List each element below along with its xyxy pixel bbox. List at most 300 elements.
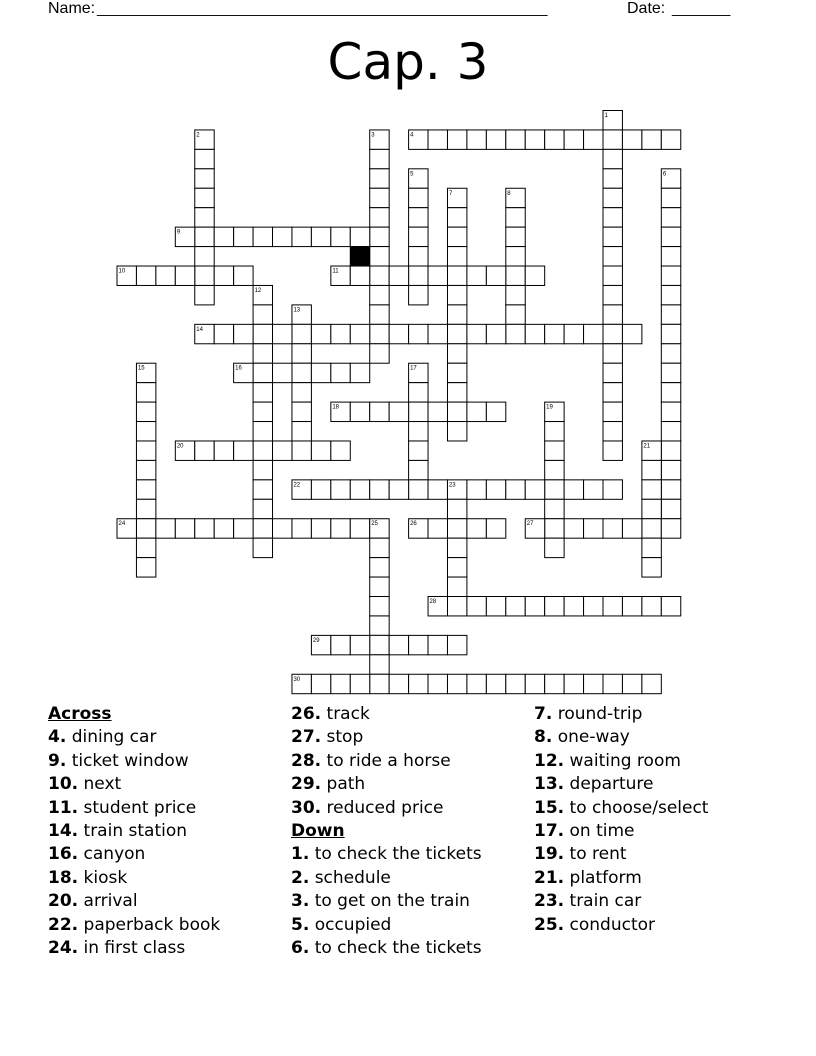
grid-cell[interactable] [661,227,680,246]
grid-cell[interactable] [486,130,505,149]
grid-cell[interactable] [409,422,428,441]
grid-cell[interactable] [331,674,350,693]
grid-cell[interactable] [253,227,272,246]
grid-cell[interactable] [409,674,428,693]
grid-cell[interactable] [642,499,661,518]
grid-cell[interactable] [447,208,466,227]
grid-cell[interactable] [584,130,603,149]
grid-cell[interactable] [447,558,466,577]
grid-cell[interactable] [603,480,622,499]
grid-cell[interactable] [273,441,292,460]
clue-item [48,726,220,749]
clue-number: 9. [48,750,67,771]
grid-cell[interactable] [370,285,389,304]
grid-cell[interactable] [564,480,583,499]
grid-cell[interactable] [447,499,466,518]
clue-item [291,750,482,773]
grid-cell[interactable] [409,480,428,499]
grid-cell[interactable] [486,674,505,693]
grid-cell[interactable] [486,402,505,421]
grid-cell[interactable] [661,130,680,149]
grid-cell[interactable] [467,674,486,693]
grid-cell[interactable] [292,422,311,441]
grid-cell[interactable] [467,324,486,343]
grid-cell[interactable] [661,422,680,441]
grid-cell[interactable] [661,363,680,382]
clue-text: arrival [78,891,138,912]
grid-cell[interactable] [603,422,622,441]
grid-cell[interactable] [350,266,369,285]
grid-cell[interactable] [428,130,447,149]
grid-cell[interactable] [292,344,311,363]
grid-cell[interactable] [622,130,641,149]
grid-cell[interactable] [603,324,622,343]
grid-cell[interactable] [661,441,680,460]
grid-cell[interactable] [506,227,525,246]
grid-cell[interactable] [331,227,350,246]
grid-cell[interactable] [409,266,428,285]
grid-cell[interactable] [389,266,408,285]
grid-cell[interactable] [311,324,330,343]
grid-cell[interactable] [389,674,408,693]
grid-cell[interactable] [603,519,622,538]
grid-cell[interactable] [447,285,466,304]
grid-cell[interactable] [292,324,311,343]
grid-cell[interactable] [370,558,389,577]
clue-number-label: 13 [293,307,301,314]
grid-cell[interactable] [661,519,680,538]
grid-cell[interactable] [428,519,447,538]
grid-cell[interactable] [447,383,466,402]
grid-cell[interactable] [370,635,389,654]
grid-cell[interactable] [486,480,505,499]
clue-number-label: 22 [293,482,301,489]
clue-number-label: 1 [604,113,608,119]
grid-cell[interactable] [370,480,389,499]
grid-cell[interactable] [525,130,544,149]
grid-cell[interactable] [273,227,292,246]
grid-cell[interactable] [409,188,428,207]
grid-cell[interactable] [195,519,214,538]
grid-cell[interactable] [136,460,155,479]
grid-cell[interactable] [642,558,661,577]
grid-cell[interactable] [292,519,311,538]
grid-cell[interactable] [447,130,466,149]
grid-cell[interactable] [234,324,253,343]
grid-cell[interactable] [195,441,214,460]
grid-cell[interactable] [214,519,233,538]
grid-cell[interactable] [603,344,622,363]
grid-cell[interactable] [175,266,194,285]
grid-cell[interactable] [136,499,155,518]
grid-cell[interactable] [311,480,330,499]
grid-cell[interactable] [253,499,272,518]
clue-item [48,843,220,866]
grid-cell[interactable] [447,247,466,266]
grid-cell[interactable] [622,324,641,343]
clue-number: 30. [291,797,322,818]
grid-cell[interactable] [447,538,466,557]
grid-cell[interactable] [467,402,486,421]
grid-cell[interactable] [506,247,525,266]
grid-cell[interactable] [331,635,350,654]
grid-cell[interactable] [603,247,622,266]
grid-cell[interactable] [661,480,680,499]
grid-cell[interactable] [389,324,408,343]
grid-cell[interactable] [661,383,680,402]
grid-cell[interactable] [642,460,661,479]
grid-cell[interactable] [253,324,272,343]
grid-cell[interactable] [545,538,564,557]
grid-cell[interactable] [331,441,350,460]
grid-cell[interactable] [564,597,583,616]
grid-cell[interactable] [545,519,564,538]
grid-cell[interactable] [525,597,544,616]
grid-cell[interactable] [661,305,680,324]
clue-number: 4. [48,727,67,748]
grid-cell[interactable] [603,266,622,285]
grid-cell[interactable] [584,674,603,693]
grid-cell[interactable] [642,519,661,538]
grid-cell[interactable] [506,130,525,149]
grid-cell[interactable] [195,169,214,188]
grid-cell[interactable] [428,266,447,285]
grid-cell[interactable] [370,402,389,421]
grid-cell[interactable] [370,305,389,324]
grid-cell[interactable] [447,402,466,421]
grid-cell[interactable] [195,227,214,246]
clue-text: on time [564,821,635,842]
grid-cell[interactable] [486,597,505,616]
grid-cell[interactable] [253,402,272,421]
grid-cell[interactable] [370,538,389,557]
grid-cell[interactable] [195,247,214,266]
grid-cell[interactable] [486,519,505,538]
grid-cell[interactable] [661,597,680,616]
grid-cell[interactable] [428,480,447,499]
grid-cell[interactable] [273,519,292,538]
grid-cell[interactable] [467,480,486,499]
grid-cell[interactable] [661,247,680,266]
grid-cell[interactable] [350,480,369,499]
grid-cell[interactable] [506,674,525,693]
grid-cell[interactable] [642,538,661,557]
clue-item [534,750,708,773]
grid-cell[interactable] [447,519,466,538]
grid-cell[interactable] [603,383,622,402]
grid-cell[interactable] [545,460,564,479]
grid-cell[interactable] [370,324,389,343]
grid-cell[interactable] [564,519,583,538]
grid-cell[interactable] [292,441,311,460]
grid-cell[interactable] [661,344,680,363]
grid-cell[interactable] [214,441,233,460]
grid-cell[interactable] [603,169,622,188]
grid-cell[interactable] [409,402,428,421]
grid-cell[interactable] [603,305,622,324]
grid-cell[interactable] [409,441,428,460]
grid-cell[interactable] [506,597,525,616]
grid-cell[interactable] [195,188,214,207]
clue-number: 11. [48,797,79,818]
grid-cell[interactable] [467,519,486,538]
clue-text: to check the tickets [309,844,482,865]
grid-cell[interactable] [622,674,641,693]
grid-cell[interactable] [409,324,428,343]
grid-cell[interactable] [292,227,311,246]
grid-cell[interactable] [370,344,389,363]
grid-cell[interactable] [370,247,389,266]
grid-cell[interactable] [622,597,641,616]
grid-cell[interactable] [661,285,680,304]
grid-cell[interactable] [370,616,389,635]
grid-cell[interactable] [447,324,466,343]
clue-item [534,797,708,820]
grid-cell[interactable] [292,363,311,382]
grid-cell[interactable] [642,130,661,149]
grid-cell[interactable] [409,285,428,304]
grid-cell[interactable] [273,363,292,382]
grid-cell[interactable] [661,188,680,207]
grid-cell[interactable] [253,480,272,499]
grid-cell[interactable] [506,305,525,324]
grid-cell[interactable] [311,519,330,538]
grid-cell[interactable] [370,577,389,596]
grid-cell[interactable] [486,266,505,285]
grid-cell[interactable] [467,597,486,616]
grid-cell[interactable] [506,480,525,499]
grid-cell[interactable] [136,402,155,421]
grid-cell[interactable] [409,460,428,479]
grid-cell[interactable] [506,266,525,285]
grid-cell[interactable] [506,208,525,227]
grid-cell[interactable] [525,480,544,499]
grid-cell[interactable] [447,597,466,616]
grid-cell[interactable] [253,383,272,402]
grid-cell[interactable] [584,480,603,499]
grid-cell[interactable] [234,227,253,246]
grid-cell[interactable] [584,324,603,343]
grid-cell[interactable] [447,363,466,382]
clue-text: to check the tickets [309,938,482,959]
grid-cell[interactable] [195,208,214,227]
clue-column-2 [291,703,482,960]
grid-cell[interactable] [370,674,389,693]
date-label: Date: [627,0,666,17]
grid-cell[interactable] [389,480,408,499]
grid-cell[interactable] [603,674,622,693]
grid-cell[interactable] [136,519,155,538]
grid-cell[interactable] [661,499,680,518]
clue-number-label: 21 [643,443,651,450]
grid-cell[interactable] [447,577,466,596]
grid-cell[interactable] [545,324,564,343]
grid-cell[interactable] [350,402,369,421]
grid-cell[interactable] [370,597,389,616]
grid-cell[interactable] [311,441,330,460]
grid-cell[interactable] [136,538,155,557]
grid-cell[interactable] [409,247,428,266]
grid-cell[interactable] [311,674,330,693]
clue-text: one-way [552,727,630,748]
grid-cell[interactable] [273,324,292,343]
clue-number: 26. [291,704,322,724]
grid-cell[interactable] [370,266,389,285]
grid-cell[interactable] [136,480,155,499]
grid-cell[interactable] [545,130,564,149]
grid-cell[interactable] [525,266,544,285]
grid-cell[interactable] [195,285,214,304]
grid-cell[interactable] [525,324,544,343]
grid-cell[interactable] [350,324,369,343]
grid-cell[interactable] [642,597,661,616]
grid-cell[interactable] [370,188,389,207]
grid-cell[interactable] [545,597,564,616]
grid-cell[interactable] [331,363,350,382]
grid-cell[interactable] [389,402,408,421]
grid-cell[interactable] [467,130,486,149]
grid-cell[interactable] [350,674,369,693]
grid-cell[interactable] [195,266,214,285]
grid-cell[interactable] [661,266,680,285]
grid-cell[interactable] [661,324,680,343]
grid-cell[interactable] [234,519,253,538]
grid-cell[interactable] [447,266,466,285]
grid-cell[interactable] [506,285,525,304]
grid-cell[interactable] [486,324,505,343]
grid-cell[interactable] [447,422,466,441]
clue-text: canyon [78,844,146,865]
grid-cell[interactable] [603,597,622,616]
grid-cell[interactable] [370,149,389,168]
grid-cell[interactable] [311,227,330,246]
grid-cell[interactable] [545,480,564,499]
grid-cell[interactable] [545,499,564,518]
grid-cell[interactable] [447,635,466,654]
grid-cell[interactable] [350,519,369,538]
grid-cell[interactable] [409,227,428,246]
grid-cell[interactable] [603,285,622,304]
grid-cell[interactable] [350,635,369,654]
grid-cell[interactable] [409,208,428,227]
grid-cell[interactable] [331,519,350,538]
grid-cell[interactable] [253,422,272,441]
grid-cell[interactable] [428,674,447,693]
grid-cell[interactable] [214,324,233,343]
grid-cell[interactable] [409,635,428,654]
grid-cell[interactable] [661,460,680,479]
clue-text: train car [564,891,642,912]
grid-cell[interactable] [253,305,272,324]
grid-cell[interactable] [661,208,680,227]
grid-cell[interactable] [428,324,447,343]
grid-cell[interactable] [253,344,272,363]
grid-cell[interactable] [370,655,389,674]
grid-cell[interactable] [195,149,214,168]
grid-cell[interactable] [603,130,622,149]
grid-cell[interactable] [253,441,272,460]
grid-cell[interactable] [331,324,350,343]
grid-cell[interactable] [311,363,330,382]
grid-cell[interactable] [136,266,155,285]
grid-cell[interactable] [545,674,564,693]
grid-cell[interactable] [234,266,253,285]
grid-cell[interactable] [175,519,194,538]
clue-number-label: 10 [118,268,126,275]
grid-cell[interactable] [370,227,389,246]
grid-cell[interactable] [603,402,622,421]
grid-cell[interactable] [292,383,311,402]
grid-cell[interactable] [253,519,272,538]
grid-cell[interactable] [603,227,622,246]
grid-cell[interactable] [389,635,408,654]
grid-cell[interactable] [603,188,622,207]
grid-cell[interactable] [564,674,583,693]
grid-cell[interactable] [253,538,272,557]
grid-cell[interactable] [661,402,680,421]
grid-cell[interactable] [292,402,311,421]
grid-cell[interactable] [603,149,622,168]
grid-cell[interactable] [603,441,622,460]
grid-cell[interactable] [253,460,272,479]
grid-cell[interactable] [584,597,603,616]
grid-cell[interactable] [214,266,233,285]
grid-cell[interactable] [136,383,155,402]
grid-cell[interactable] [253,363,272,382]
grid-cell[interactable] [136,558,155,577]
grid-cell[interactable] [447,305,466,324]
grid-cell[interactable] [136,422,155,441]
clue-number: 6. [291,938,310,959]
grid-cell[interactable] [234,441,253,460]
grid-cell[interactable] [564,130,583,149]
grid-cell[interactable] [350,227,369,246]
grid-cell[interactable] [545,441,564,460]
grid-cell[interactable] [409,383,428,402]
grid-cell[interactable] [467,266,486,285]
grid-cell[interactable] [331,480,350,499]
grid-cell[interactable] [156,519,175,538]
grid-cell[interactable] [447,344,466,363]
grid-cell[interactable] [545,422,564,441]
clue-number: 20. [48,891,79,912]
clue-number-label: 3 [371,132,375,139]
grid-cell[interactable] [525,674,544,693]
grid-cell[interactable] [156,266,175,285]
grid-cell[interactable] [370,208,389,227]
clue-column-1 [48,703,220,960]
grid-cell[interactable] [370,169,389,188]
grid-cell[interactable] [214,227,233,246]
grid-cell[interactable] [584,519,603,538]
grid-cell[interactable] [622,519,641,538]
clue-text: conductor [564,914,656,935]
grid-cell[interactable] [603,208,622,227]
grid-cell[interactable] [136,441,155,460]
grid-cell[interactable] [642,480,661,499]
grid-cell[interactable] [642,674,661,693]
clue-number-label: 18 [332,404,340,411]
grid-cell[interactable] [447,227,466,246]
grid-cell[interactable] [603,363,622,382]
grid-cell[interactable] [447,674,466,693]
grid-cell[interactable] [428,635,447,654]
grid-cell[interactable] [564,324,583,343]
grid-cell[interactable] [506,324,525,343]
grid-cell[interactable] [350,363,369,382]
clue-number: 21. [534,867,565,888]
grid-cell[interactable] [428,402,447,421]
